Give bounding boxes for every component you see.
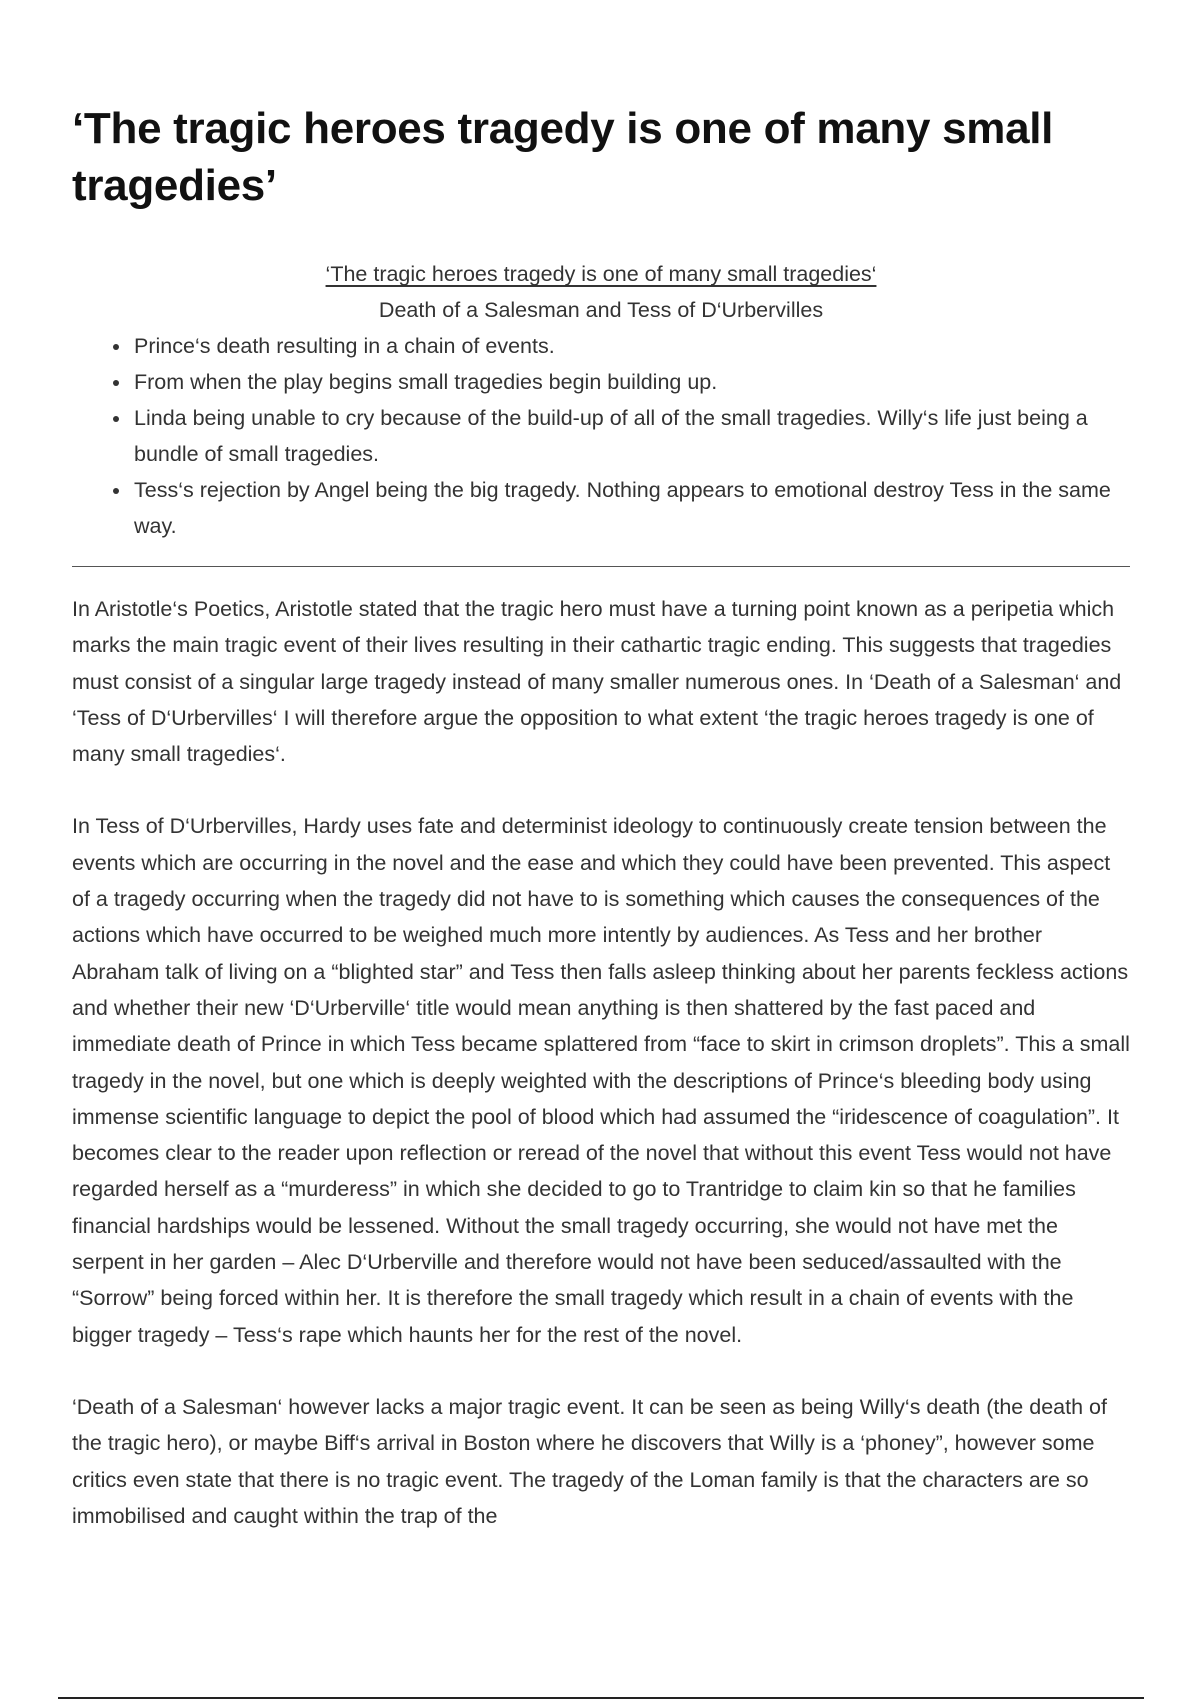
essay-subtitle-text: ‘The tragic heroes tragedy is one of many small tragedies‘ bbox=[325, 262, 877, 286]
page-bottom-rule bbox=[58, 1697, 1144, 1699]
summary-bullet-list bbox=[72, 328, 1130, 544]
bullet-item: • Prince‘s death resulting in a chain of events. bbox=[132, 328, 1130, 364]
essay-texts-line: Death of a Salesman and Tess of D‘Urbervilles bbox=[378, 298, 824, 322]
page-title: ‘The tragic heroes tragedy is one of many small tragedies’ bbox=[72, 104, 1054, 210]
section-divider bbox=[72, 566, 1130, 567]
body-paragraph: ‘Death of a Salesman‘ however lacks a major tragic event. It can be seen as being Willy‘s death (the death of the tragic hero), or maybe Biff‘s arrival in Boston where he discovers that Willy is a ‘phoney”, however some critics even state that there is no tragic event. The tragedy of the Loman family is that the characters are so immobilised and caught within the trap of the bbox=[72, 1394, 1107, 1528]
bullet-item: • Linda being unable to cry because of the build-up of all of the small tragedies. Willy‘s life just being a bundle of small tragedies. bbox=[132, 400, 1130, 472]
essay-subtitle bbox=[72, 256, 1130, 292]
essay-header bbox=[72, 256, 1130, 328]
bullet-item: • From when the play begins small tragedies begin building up. bbox=[132, 364, 1130, 400]
body-paragraph: In Aristotle‘s Poetics, Aristotle stated that the tragic hero must have a turning point known as a peripetia which marks the main tragic event of their lives resulting in their cathartic tragic ending. This suggests that tragedies must consist of a singular large tragedy instead of many smaller numerous ones. In ‘Death of a Salesman‘ and ‘Tess of D‘Urbervilles‘ I will therefore argue the opposition to what extent ‘the tragic heroes tragedy is one of many small tragedies‘. bbox=[72, 597, 1122, 767]
document-page bbox=[72, 100, 1130, 1570]
body-paragraph: In Tess of D‘Urbervilles, Hardy uses fate and determinist ideology to continuously create tension between the events which are occurring in the novel and the ease and which they could have been prevented. This aspect of a tragedy occurring when the tragedy did not have to is something which causes the consequences of the actions which have occurred to be weighed much more intently by audiences. As Tess and her brother Abraham talk of living on a “blighted star” and Tess then falls asleep thinking about her parents feckless actions and whether their new ‘D‘Urberville‘ title would mean anything is then shattered by the fast paced and immediate death of Prince in which Tess became splattered from “face to skirt in crimson droplets”. This a small tragedy in the novel, but one which is deeply weighted with the descriptions of Prince‘s bleeding body using immense scientific language to depict the pool of blood which had assumed the “iridescence of coagulation”. It becomes clear to the reader upon reflection or reread of the novel that without this event Tess would not have regarded herself as a “murderess” in which she decided to go to Trantridge to claim kin so that he families financial hardships would be lessened. Without the small tragedy occurring, she would not have met the serpent in her garden – Alec D‘Urberville and therefore would not have been seduced/assaulted with the “Sorrow” being forced within her. It is therefore the small tragedy which result in a chain of events with the bigger tragedy – Tess‘s rape which haunts her for the rest of the novel. bbox=[72, 814, 1130, 1347]
bullet-item: • Tess‘s rejection by Angel being the big tragedy. Nothing appears to emotional destroy Tess in the same way. bbox=[132, 472, 1130, 544]
